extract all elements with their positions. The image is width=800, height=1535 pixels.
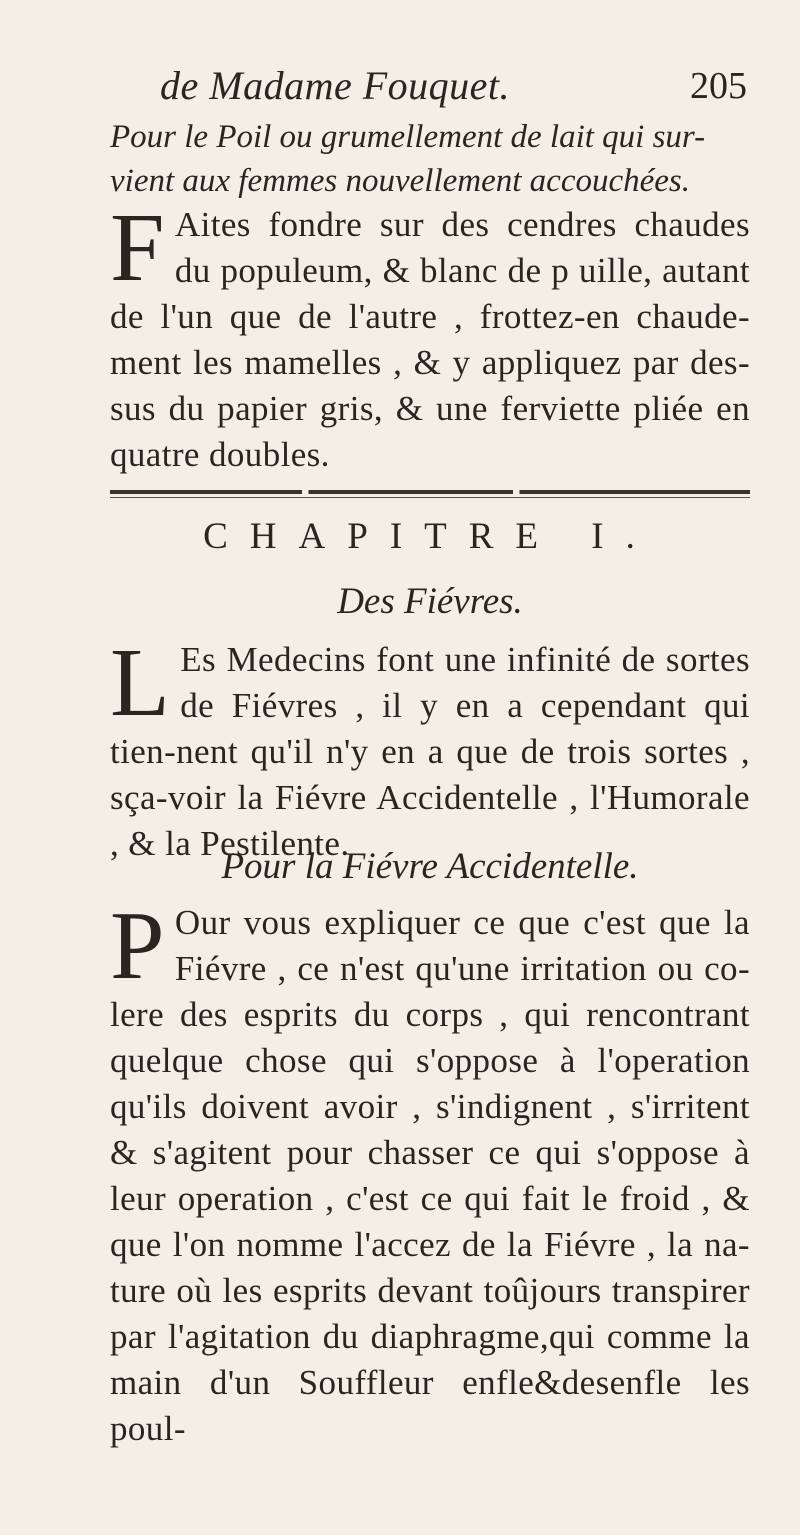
drop-cap: F [110, 194, 165, 302]
chapter-paragraph [110, 629, 750, 867]
chapter-text: Es Medecins font une infinité de sortes de Fiévres , il y en a cependant qui tien-nent qu'il n'y en a que de trois sortes , sça-voir la Fiévre Accidentelle , l'Humorale , & la Pestilente. [110, 640, 750, 863]
section-divider [110, 490, 750, 494]
chapter-title: Des Fiévres. [337, 581, 523, 622]
recipe-paragraph [110, 194, 750, 478]
recipe-text: Aites fondre sur des cendres chaudes du populeum, & blanc de p uille, autant de l'un que de l'autre , frottez-en chaude-ment les mamelles , & y appliquez par des-sus du papier gris, & une ferviette pliée en quatre doubles. [110, 205, 750, 474]
drop-cap: P [110, 892, 165, 1000]
drop-cap: L [110, 629, 171, 737]
section-text: Our vous expliquer ce que c'est que la Fiévre , ce n'est qu'une irritation ou co-lere des esprits du corps , qui rencontrant quelque chose qui s'oppose à l'operation qu'ils doivent avoir , s'indignent , s'irritent & s'agitent pour chasser ce qui s'oppose à leur operation , c'est ce qui fait le froid , & que l'on nomme l'accez de la Fiévre , la na-ture où les esprits devant toûjours transpirer par l'agitation du diaphragme,qui comme la main d'un Souffleur enfle&desenfle les poul- [110, 903, 750, 1448]
chapter-heading: CHAPITRE I. [203, 516, 657, 557]
running-head: de Madame Fouquet. [160, 63, 511, 108]
section-title: Pour la Fiévre Accidentelle. [221, 846, 639, 887]
section-paragraph [110, 892, 750, 1452]
page-number: 205 [690, 65, 747, 107]
recipe-title: Pour le Poil ou grumellement de lait qui sur-vient aux femmes nouvellement accouchées. [110, 119, 706, 199]
section-divider-thin [110, 497, 750, 498]
